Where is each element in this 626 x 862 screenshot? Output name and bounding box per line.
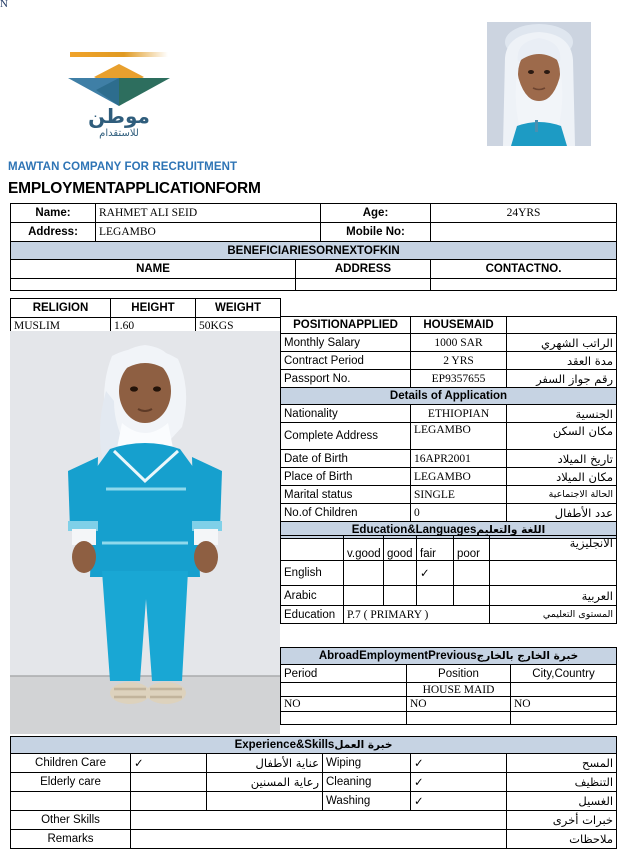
children-care-arabic: عناية الأطفال: [207, 754, 323, 773]
table-row-english: [281, 561, 617, 586]
monthly-salary-label: Monthly Salary: [281, 334, 411, 352]
position-applied-row: [281, 317, 617, 334]
languages-rating-table: [280, 535, 617, 624]
wiping-label: Wiping: [323, 754, 411, 773]
name-label: Name:: [11, 204, 96, 223]
religion-label: RELIGION: [11, 299, 111, 318]
english-arabic-label: الانجليزية: [490, 536, 617, 561]
table-row-complete-address: [281, 423, 617, 450]
washing-arabic: الغسيل: [507, 792, 617, 811]
table-row-monthly-salary: [281, 334, 617, 352]
place-of-birth-label: Place of Birth: [281, 468, 411, 486]
experience-title-cell: [11, 737, 617, 754]
arabic-label: Arabic: [281, 586, 344, 606]
no-of-children-arabic: عدد الأطفال: [507, 504, 617, 522]
place-of-birth-arabic: مكان الميلاد: [507, 468, 617, 486]
mobile-label: Mobile No:: [321, 223, 431, 242]
monthly-salary-arabic: الراتب الشهري: [507, 334, 617, 352]
arabic-vgood-cell[interactable]: [344, 586, 384, 606]
abroad-position-0[interactable]: HOUSE MAID: [407, 683, 511, 697]
position-arabic: [507, 317, 617, 334]
table-row-nationality: [281, 405, 617, 423]
cleaning-label: Cleaning: [323, 773, 411, 792]
english-vgood-cell[interactable]: [344, 561, 384, 586]
no-of-children-label: No.of Children: [281, 504, 411, 522]
other-skills-arabic: خبرات أخرى: [507, 811, 617, 830]
arabic-arabic-label: العربية: [490, 586, 617, 606]
education-value[interactable]: P.7 ( PRIMARY ): [344, 606, 490, 624]
applicant-headshot-photo: [487, 22, 591, 146]
experience-title-en: Experience&Skills: [234, 739, 335, 751]
abroad-col-period: Period: [281, 665, 407, 683]
table-row-washing: [11, 792, 617, 811]
nationality-value[interactable]: ETHIOPIAN: [411, 405, 507, 423]
marital-status-arabic: الحالة الاجتماعية: [507, 486, 617, 504]
complete-address-arabic: مكان السكن: [507, 423, 617, 450]
table-row-children-care: [11, 754, 617, 773]
arabic-fair-cell[interactable]: [417, 586, 454, 606]
table-row: [281, 697, 617, 712]
wiping-arabic: المسح: [507, 754, 617, 773]
beneficiary-col-contact: CONTACTNO.: [431, 260, 617, 279]
passport-no-value[interactable]: EP9357655: [411, 370, 507, 388]
abroad-title-en: AbroadEmploymentPrevious: [318, 650, 477, 662]
logo-arabic-sub: للاستقدام: [99, 128, 139, 139]
rating-poor-label: poor: [454, 536, 490, 561]
beneficiaries-section-header: [11, 242, 617, 260]
applicant-identity-table: [10, 203, 617, 291]
elderly-care-arabic: رعاية المسنين: [207, 773, 323, 792]
washing-tick[interactable]: ✓: [411, 792, 507, 811]
remarks-label: Remarks: [11, 830, 131, 849]
beneficiary-name-value[interactable]: [11, 279, 296, 291]
mobile-value[interactable]: [431, 223, 617, 242]
abroad-title-cell: [281, 648, 617, 665]
experience-section-header: [11, 737, 617, 754]
beneficiary-contact-value[interactable]: [431, 279, 617, 291]
contract-period-value[interactable]: 2 YRS: [411, 352, 507, 370]
table-row-marital-status: [281, 486, 617, 504]
table-row-passport-no: [281, 370, 617, 388]
age-label: Age:: [321, 204, 431, 223]
date-of-birth-arabic: تاريخ الميلاد: [507, 450, 617, 468]
document-header: [0, 0, 626, 197]
abroad-title-ar: خبرة الخارج بالخارج: [476, 650, 579, 662]
contract-period-label: Contract Period: [281, 352, 411, 370]
logo-arabic-main: موطن: [88, 104, 150, 128]
passport-no-arabic: رقم جواز السفر: [507, 370, 617, 388]
table-row: [11, 279, 617, 291]
contract-period-arabic: مدة العقد: [507, 352, 617, 370]
place-of-birth-value[interactable]: LEGAMBO: [411, 468, 507, 486]
height-label: HEIGHT: [111, 299, 196, 318]
education-title-ar: اللغة والتعليم: [476, 524, 546, 536]
company-name: MAWTAN COMPANY FOR RECRUITMENT: [8, 161, 238, 173]
table-row-contract-period: [281, 352, 617, 370]
remarks-value[interactable]: [131, 830, 507, 849]
cleaning-arabic: التنظيف: [507, 773, 617, 792]
abroad-period-0[interactable]: [281, 683, 407, 697]
complete-address-label: Complete Address: [281, 423, 411, 450]
cleaning-tick[interactable]: ✓: [411, 773, 507, 792]
arabic-poor-cell[interactable]: [454, 586, 490, 606]
address-value[interactable]: LEGAMBO: [96, 223, 321, 242]
other-skills-label: Other Skills: [11, 811, 131, 830]
height-value[interactable]: 1.60: [111, 318, 196, 334]
education-title-en: Education&Languages: [351, 524, 477, 536]
physical-column-headers: [11, 299, 617, 318]
page-title: EMPLOYMENTAPPLICATIONFORM: [8, 180, 261, 197]
table-row: [281, 712, 617, 725]
details-title: Details of Application: [281, 388, 617, 405]
washing-left-arabic: [207, 792, 323, 811]
education-label: Education: [281, 606, 344, 624]
name-value[interactable]: RAHMET ALI SEID: [96, 204, 321, 223]
rating-vgood-label: v.good: [344, 536, 384, 561]
complete-address-value[interactable]: LEGAMBO: [411, 423, 507, 450]
rating-blank-cell: [281, 536, 344, 561]
beneficiary-col-name: NAME: [11, 260, 296, 279]
washing-label: Washing: [323, 792, 411, 811]
education-arabic: المستوى التعليمي: [490, 606, 617, 624]
monthly-salary-value[interactable]: 1000 SAR: [411, 334, 507, 352]
abroad-city-0[interactable]: [511, 683, 617, 697]
english-label: English: [281, 561, 344, 586]
marital-status-value[interactable]: SINGLE: [411, 486, 507, 504]
english-good-cell[interactable]: [384, 561, 417, 586]
children-care-tick[interactable]: ✓: [131, 754, 207, 773]
experience-skills-table: [10, 736, 617, 849]
abroad-period-1[interactable]: NO: [281, 697, 407, 712]
wiping-tick[interactable]: ✓: [411, 754, 507, 773]
rating-good-label: good: [384, 536, 417, 561]
other-skills-value[interactable]: [131, 811, 507, 830]
details-section-header: [281, 388, 617, 405]
table-row-other-skills: [11, 811, 617, 830]
applicant-fullbody-photo: [10, 331, 280, 734]
table-row-education: [281, 606, 617, 624]
logo-chevron-icon: [66, 62, 172, 107]
rating-column-headers: [281, 536, 617, 561]
english-poor-cell[interactable]: [454, 561, 490, 586]
experience-title-ar: خبرة العمل: [334, 739, 393, 751]
rating-fair-label: fair: [417, 536, 454, 561]
company-logo: [58, 52, 180, 144]
abroad-employment-table: [280, 647, 617, 725]
table-row-arabic: [281, 586, 617, 606]
abroad-position-1[interactable]: NO: [407, 697, 511, 712]
table-row-address: [11, 223, 617, 242]
marital-status-label: Marital status: [281, 486, 411, 504]
table-row-date-of-birth: [281, 450, 617, 468]
table-row-remarks: [11, 830, 617, 849]
address-label: Address:: [11, 223, 96, 242]
children-care-label: Children Care: [11, 754, 131, 773]
english-arabic-cell: [490, 561, 617, 586]
abroad-city-2[interactable]: [511, 712, 617, 725]
washing-left-blank: [11, 792, 131, 811]
abroad-position-2[interactable]: [407, 712, 511, 725]
washing-left-tick[interactable]: [131, 792, 207, 811]
beneficiaries-column-headers: [11, 260, 617, 279]
elderly-care-tick[interactable]: [131, 773, 207, 792]
position-label: POSITIONAPPLIED: [281, 317, 411, 334]
weight-label: WEIGHT: [196, 299, 281, 318]
position-value[interactable]: HOUSEMAID: [411, 317, 507, 334]
application-details-stack: [280, 316, 617, 539]
arabic-good-cell[interactable]: [384, 586, 417, 606]
weight-value[interactable]: 50KGS: [196, 318, 281, 334]
nationality-label: Nationality: [281, 405, 411, 423]
abroad-section-header: [281, 648, 617, 665]
logo-top-bar: [70, 52, 168, 57]
date-of-birth-label: Date of Birth: [281, 450, 411, 468]
table-row-no-of-children: [281, 504, 617, 522]
abroad-city-1[interactable]: NO: [511, 697, 617, 712]
date-of-birth-value[interactable]: 16APR2001: [411, 450, 507, 468]
table-row-elderly-care: [11, 773, 617, 792]
english-fair-cell[interactable]: ✓: [417, 561, 454, 586]
beneficiaries-title: BENEFICIARIESORNEXTOFKIN: [11, 242, 617, 260]
age-value[interactable]: 24YRS: [431, 204, 617, 223]
no-of-children-value[interactable]: 0: [411, 504, 507, 522]
abroad-col-city-country: City,Country: [511, 665, 617, 683]
abroad-column-headers: [281, 665, 617, 683]
elderly-care-label: Elderly care: [11, 773, 131, 792]
remarks-arabic: ملاحظات: [507, 830, 617, 849]
religion-value[interactable]: MUSLIM: [11, 318, 111, 334]
table-row-name: [11, 204, 617, 223]
abroad-col-position: Position: [407, 665, 511, 683]
nationality-arabic: الجنسية: [507, 405, 617, 423]
table-row: [281, 683, 617, 697]
beneficiary-address-value[interactable]: [296, 279, 431, 291]
abroad-period-2[interactable]: [281, 712, 407, 725]
stray-glyph: N: [0, 0, 8, 10]
passport-no-label: Passport No.: [281, 370, 411, 388]
beneficiary-col-address: ADDRESS: [296, 260, 431, 279]
table-row-place-of-birth: [281, 468, 617, 486]
